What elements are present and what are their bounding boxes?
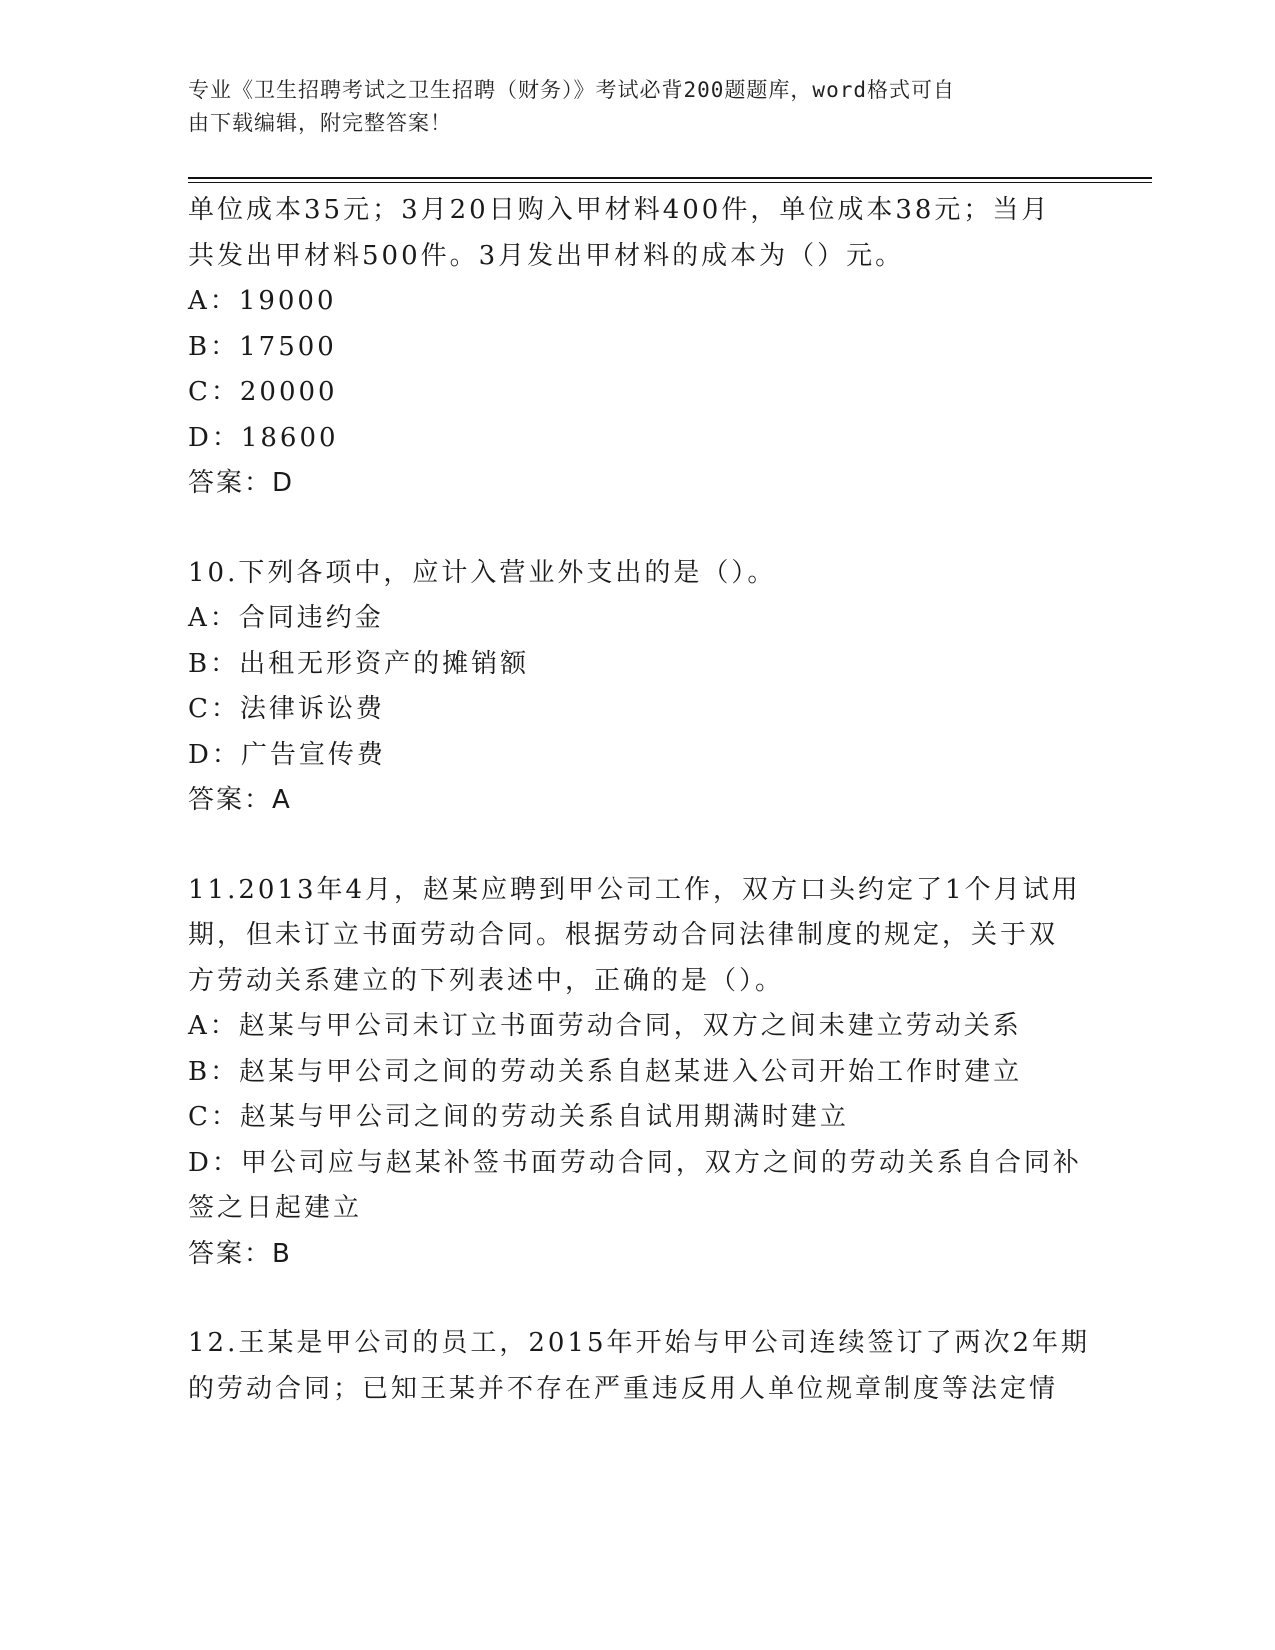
option-b: B：17500 (188, 331, 337, 362)
option-d: D：18600 (188, 422, 339, 453)
question-spacer (188, 507, 1088, 551)
question-spacer (188, 824, 1088, 868)
answer-line: 答案：A (188, 785, 292, 815)
option-c: C：20000 (188, 377, 338, 407)
question-stem: 的劳动合同；已知王某并不存在严重违反用人单位规章制度等法定情 (188, 1373, 1059, 1404)
question-9 (188, 188, 1088, 507)
question-12 (188, 1321, 1091, 1412)
option-d: D：甲公司应与赵某补签书面劳动合同，双方之间的劳动关系自合同补 (188, 1147, 1082, 1178)
header-divider-thick (188, 177, 1152, 179)
option-d: D：广告宣传费 (188, 739, 386, 770)
question-stem: 共发出甲材料500件。3月发出甲材料的成本为（）元。 (188, 240, 905, 271)
header-title-line-1: 专业《卫生招聘考试之卫生招聘（财务）》考试必背200题题库，word格式可自 (188, 78, 955, 102)
answer-line: 答案：B (188, 1238, 292, 1269)
question-list (188, 188, 1091, 1412)
document-header (188, 74, 1068, 140)
answer-line: 答案：D (188, 468, 295, 498)
question-11 (188, 868, 1088, 1278)
option-a: A：19000 (188, 286, 337, 316)
question-stem: 11.2013年4月，赵某应聘到甲公司工作，双方口头约定了1个月试用 (188, 874, 1081, 905)
question-stem: 10.下列各项中，应计入营业外支出的是（）。 (188, 557, 777, 588)
option-a: A：赵某与甲公司未订立书面劳动合同，双方之间未建立劳动关系 (188, 1011, 1022, 1041)
option-d-continued: 签之日起建立 (188, 1193, 363, 1223)
option-b: B：赵某与甲公司之间的劳动关系自赵某进入公司开始工作时建立 (188, 1056, 1023, 1087)
header-title-line-2: 由下载编辑，附完整答案！ (188, 111, 452, 135)
question-stem: 单位成本35元；3月20日购入甲材料400件，单位成本38元；当月 (188, 195, 1051, 225)
question-stem: 方劳动关系建立的下列表述中，正确的是（）。 (188, 965, 785, 996)
option-c: C：赵某与甲公司之间的劳动关系自试用期满时建立 (188, 1102, 849, 1132)
question-spacer (188, 1277, 1088, 1321)
option-b: B：出租无形资产的摊销额 (188, 648, 530, 679)
option-a: A：合同违约金 (188, 603, 384, 633)
option-c: C：法律诉讼费 (188, 694, 385, 724)
question-stem: 12.王某是甲公司的员工，2015年开始与甲公司连续签订了两次2年期 (188, 1328, 1091, 1358)
question-stem: 期，但未订立书面劳动合同。根据劳动合同法律制度的规定，关于双 (188, 920, 1059, 950)
question-10 (188, 551, 1088, 824)
header-divider-thin (188, 182, 1152, 183)
